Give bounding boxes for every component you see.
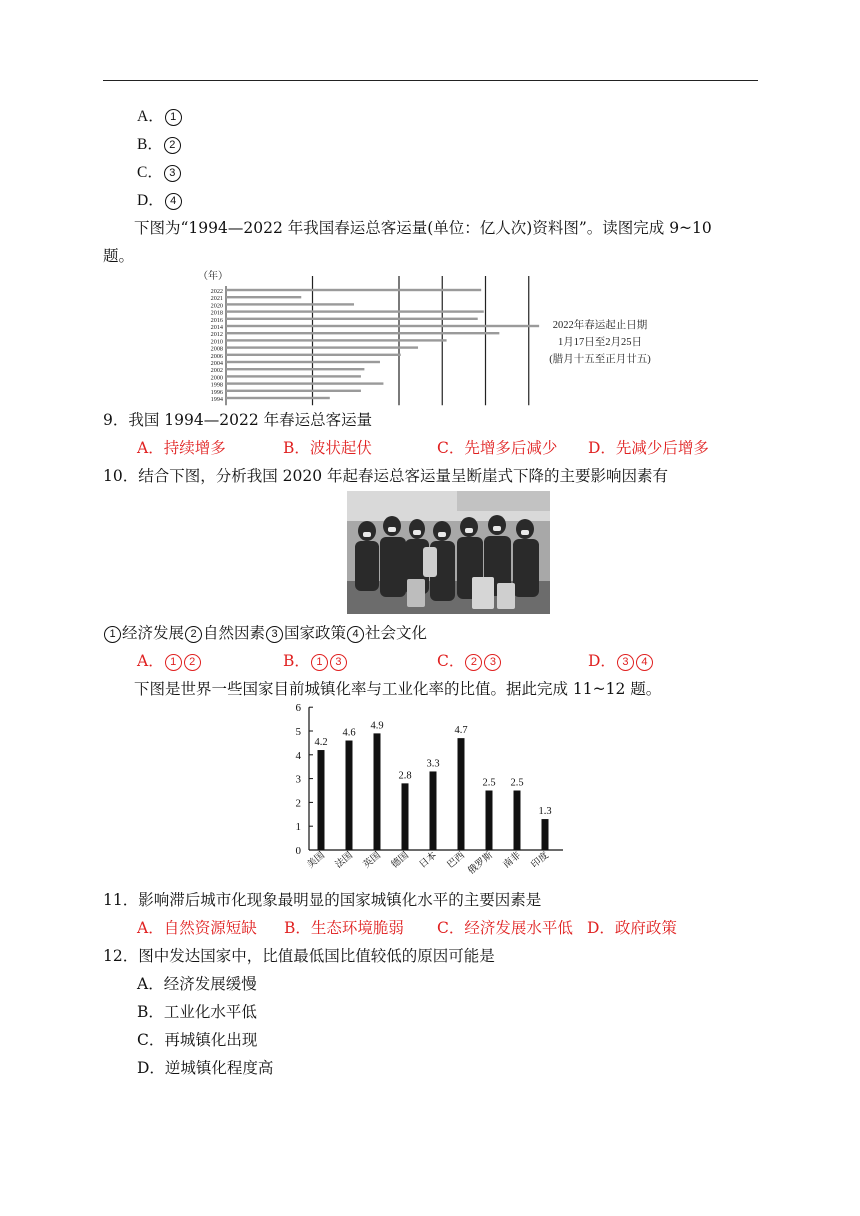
prev-option-d[interactable] xyxy=(137,190,183,211)
q12-option-d[interactable]: D．逆城镇化程度高 xyxy=(137,1059,274,1077)
bar-日本 xyxy=(430,771,437,850)
chart-annotation-1: 2022年春运起止日期 xyxy=(552,320,648,331)
option-circled-number: 3 xyxy=(484,654,501,671)
factor-number-3: 3 xyxy=(266,626,283,643)
q9-stem: 9．我国 1994—2022 年春运总客运量 xyxy=(103,411,373,429)
y-tick-label: 2002 xyxy=(210,367,223,375)
q10-option-d[interactable] xyxy=(588,651,654,671)
q12-stem: 12．图中发达国家中，比值最低国比值较低的原因可能是 xyxy=(103,947,495,965)
q11-option-b[interactable]: B．生态环境脆弱 xyxy=(284,919,404,937)
bar-2022 xyxy=(226,289,481,291)
bar-1994 xyxy=(226,397,330,399)
y-tick-label: 2000 xyxy=(210,374,223,382)
bar-英国 xyxy=(374,733,381,850)
option-label: A． xyxy=(137,108,164,125)
bar-2016 xyxy=(226,318,478,320)
q10-option-a[interactable] xyxy=(137,651,202,671)
factor-text-1: 经济发展 xyxy=(122,624,185,642)
prev-option-b[interactable] xyxy=(137,134,182,155)
bar-印度 xyxy=(542,819,549,850)
q9-option-c[interactable]: C．先增多后减少 xyxy=(437,439,558,457)
intro-text-1: 下图为“1994—2022 年我国春运总客运量(单位：亿人次)资料图”。读图完成 9~10 xyxy=(134,219,712,237)
bar-2004 xyxy=(226,361,380,363)
q9-option-a[interactable]: A．持续增多 xyxy=(137,439,226,457)
option-circled-number: 4 xyxy=(165,193,182,210)
bar-2012 xyxy=(226,332,499,334)
factor-text-4: 社会文化 xyxy=(365,624,428,642)
bar-法国 xyxy=(346,741,353,850)
x-tick-label: 日本 xyxy=(417,850,439,871)
option-circled-number: 3 xyxy=(330,654,347,671)
bar-俄罗斯 xyxy=(486,791,493,851)
option-label: C． xyxy=(437,652,465,670)
bar-1998 xyxy=(226,382,383,384)
y-tick-label: 2006 xyxy=(210,352,223,360)
x-tick-label: 印度 xyxy=(529,850,551,871)
bar-2018 xyxy=(226,310,484,312)
y-tick-label: 6 xyxy=(295,702,301,715)
bar-2014 xyxy=(226,325,539,327)
x-tick-label: 美国 xyxy=(305,850,327,871)
y-tick-label: 2012 xyxy=(210,331,223,339)
intro-text-2: 下图是世界一些国家目前城镇化率与工业化率的比值。据此完成 11~12 题。 xyxy=(134,680,662,698)
bar-巴西 xyxy=(458,738,465,850)
chart-annotation-2: 1月17日至2月25日 xyxy=(558,337,642,348)
option-label: D． xyxy=(137,192,164,209)
spring-festival-passenger-chart xyxy=(190,266,680,406)
q9-option-b[interactable]: B．波状起伏 xyxy=(283,439,372,457)
x-tick-label: 德国 xyxy=(389,850,411,871)
y-tick-label: 2021 xyxy=(210,295,223,303)
option-circled-number: 3 xyxy=(617,654,634,671)
option-label: B． xyxy=(137,136,163,153)
prev-option-a[interactable] xyxy=(137,106,183,127)
y-tick-label: 2 xyxy=(295,797,301,810)
y-tick-label: 2004 xyxy=(210,360,223,367)
q11-option-c[interactable]: C．经济发展水平低 xyxy=(437,919,573,937)
q11-stem: 11．影响滞后城市化现象最明显的国家城镇化水平的主要因素是 xyxy=(103,891,542,909)
data-label: 4.6 xyxy=(342,727,356,739)
chart-annotation-3: (腊月十五至正月廿五) xyxy=(549,354,651,365)
option-label: A． xyxy=(137,652,164,670)
data-label: 2.5 xyxy=(482,777,496,789)
y-unit-label: （年） xyxy=(198,271,228,282)
factor-number-4: 4 xyxy=(347,626,364,643)
factor-text-3: 国家政策 xyxy=(284,624,347,642)
x-tick-label: 南非 xyxy=(501,850,523,871)
y-tick-label: 2010 xyxy=(210,338,223,346)
urbanization-industrialization-ratio-chart xyxy=(285,702,575,882)
data-label: 4.7 xyxy=(454,725,468,737)
x-tick-label: 法国 xyxy=(333,850,355,871)
x-tick-label: 俄罗斯 xyxy=(466,850,495,877)
crowd-photo-illustration xyxy=(347,491,550,614)
bar-2021 xyxy=(226,296,301,298)
option-circled-number: 1 xyxy=(165,654,182,671)
y-tick-label: 2018 xyxy=(210,309,223,317)
option-circled-number: 1 xyxy=(165,109,182,126)
bar-2002 xyxy=(226,368,364,370)
option-circled-number: 3 xyxy=(164,165,181,182)
x-tick-label: 巴西 xyxy=(445,850,467,871)
q10-stem: 10．结合下图，分析我国 2020 年起春运总客运量呈断崖式下降的主要影响因素有 xyxy=(103,467,669,485)
x-tick-label: 英国 xyxy=(361,850,383,871)
option-label: B． xyxy=(283,652,310,670)
data-label: 4.9 xyxy=(370,720,384,732)
factor-number-2: 2 xyxy=(185,626,202,643)
option-circled-number: 2 xyxy=(164,137,181,154)
data-label: 2.8 xyxy=(398,770,412,782)
y-tick-label: 4 xyxy=(295,749,301,762)
y-tick-label: 5 xyxy=(295,726,301,738)
data-label: 3.3 xyxy=(426,758,440,770)
data-label: 2.5 xyxy=(510,777,524,789)
q10-factors xyxy=(103,623,427,643)
header-rule xyxy=(103,80,758,81)
y-tick-label: 0 xyxy=(295,845,301,857)
q9-option-d[interactable]: D．先减少后增多 xyxy=(588,439,709,457)
factor-text-2: 自然因素 xyxy=(203,624,266,642)
option-circled-number: 1 xyxy=(311,654,328,671)
q12-option-b[interactable]: B．工业化水平低 xyxy=(137,1003,257,1021)
bar-2008 xyxy=(226,346,418,348)
option-circled-number: 2 xyxy=(465,654,482,671)
y-tick-label: 1996 xyxy=(210,388,223,396)
prev-option-c[interactable] xyxy=(137,162,182,183)
factor-number-1: 1 xyxy=(104,626,121,643)
data-label: 4.2 xyxy=(314,737,328,749)
bar-美国 xyxy=(318,750,325,850)
q11-option-a[interactable]: A．自然资源短缺 xyxy=(137,919,257,937)
bar-2006 xyxy=(226,354,401,356)
y-tick-label: 3 xyxy=(295,773,301,786)
bar-2020 xyxy=(226,303,354,305)
y-tick-label: 1994 xyxy=(210,396,223,403)
bar-德国 xyxy=(402,783,409,850)
bar-1996 xyxy=(226,390,361,392)
y-tick-label: 2020 xyxy=(210,302,223,310)
bar-南非 xyxy=(514,791,521,851)
bar-2000 xyxy=(226,375,361,377)
crowd-photo xyxy=(347,491,550,614)
y-tick-label: 2016 xyxy=(210,316,223,324)
y-tick-label: 1 xyxy=(295,821,301,834)
option-circled-number: 4 xyxy=(636,654,653,671)
option-label: C． xyxy=(137,164,163,181)
option-circled-number: 2 xyxy=(184,654,201,671)
q12-option-c[interactable]: C．再城镇化出现 xyxy=(137,1031,258,1049)
y-tick-label: 1998 xyxy=(210,381,223,389)
q12-option-a[interactable]: A．经济发展缓慢 xyxy=(137,975,257,993)
q11-option-d[interactable]: D．政府政策 xyxy=(587,919,677,937)
bar-2010 xyxy=(226,339,447,341)
y-tick-label: 2008 xyxy=(210,345,223,353)
y-tick-label: 2022 xyxy=(210,288,223,295)
q10-option-b[interactable] xyxy=(283,651,348,671)
data-label: 1.3 xyxy=(538,806,552,818)
q10-option-c[interactable] xyxy=(437,651,502,671)
y-tick-label: 2014 xyxy=(210,324,223,331)
option-label: D． xyxy=(588,652,616,670)
intro-text-1-cont: 题。 xyxy=(103,247,135,265)
